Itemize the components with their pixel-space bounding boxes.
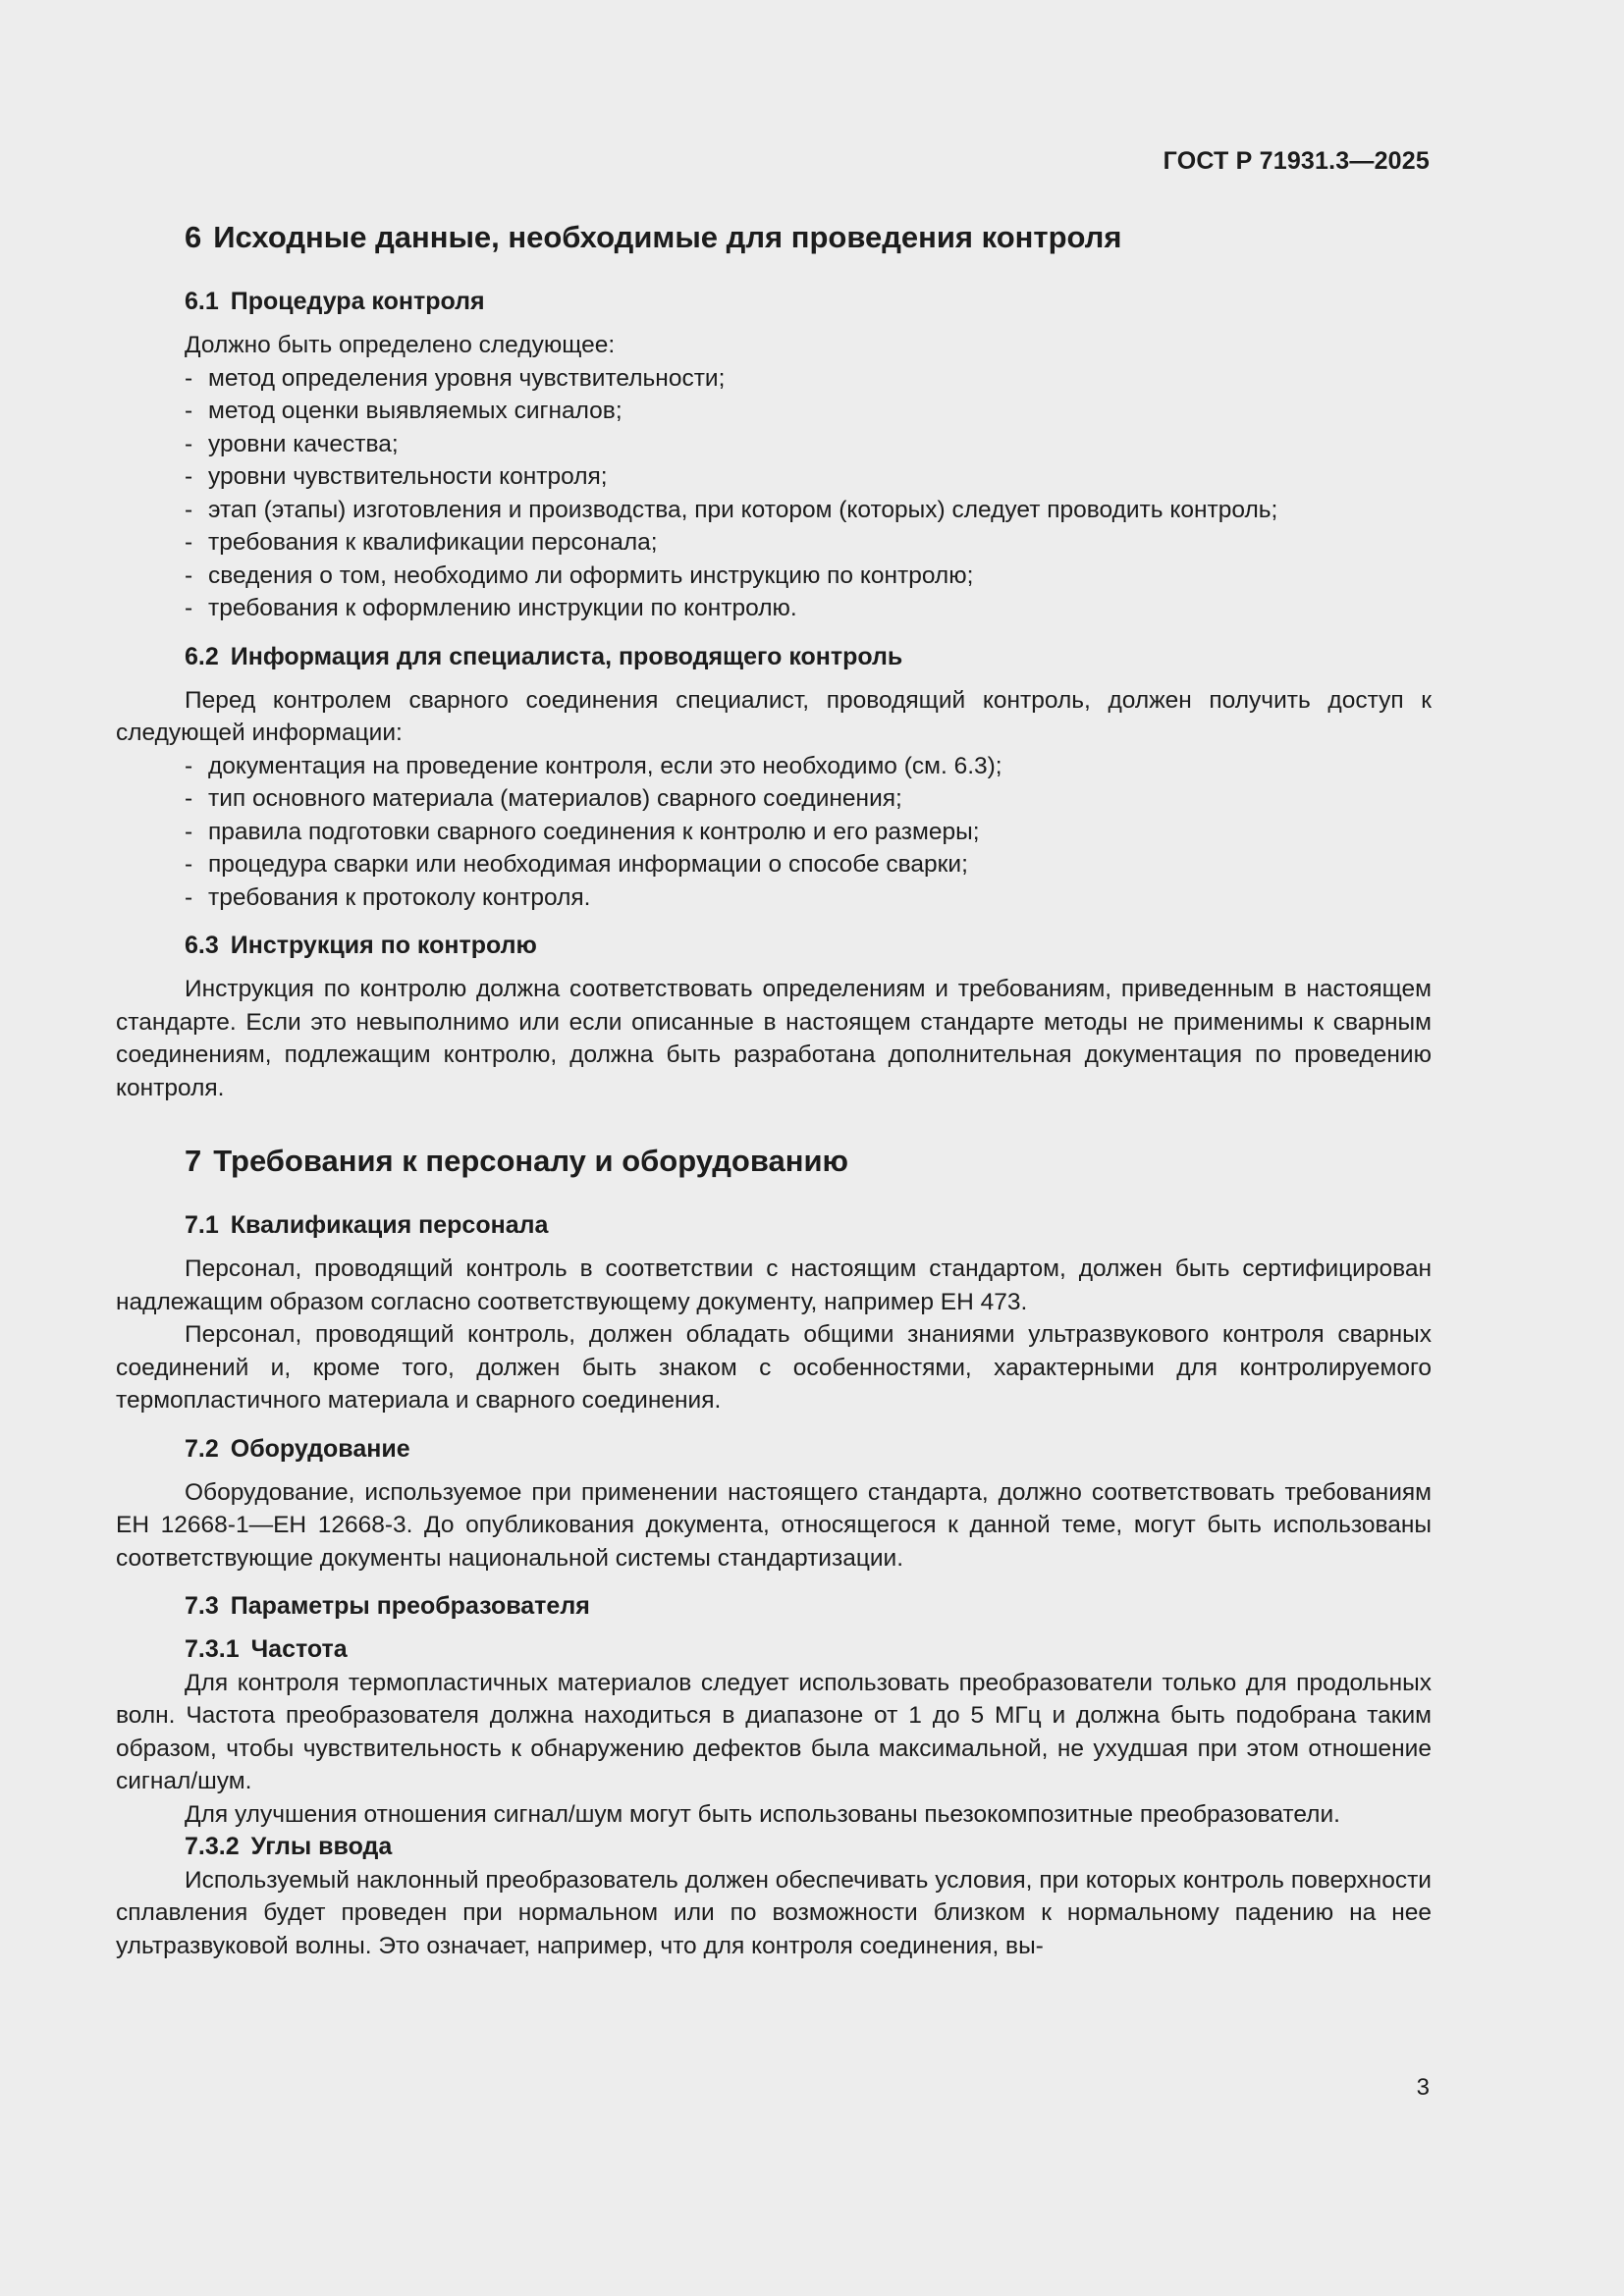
subsection-number: 7.1	[185, 1211, 219, 1239]
list-item	[185, 592, 1432, 625]
paragraph: Персонал, проводящий контроль, должен обладать общими знаниями ультразвукового контроля сварных соединений и, кроме того, должен быть знаком с особенностями, характерными для контролируемого термопластичного материала и сварного соединения.	[116, 1321, 1432, 1414]
list-item-text: уровни качества;	[208, 430, 399, 457]
list-item-text: требования к оформлению инструкции по контролю.	[208, 595, 797, 621]
subsection-6-1	[116, 285, 1432, 625]
dash-bullet: -	[185, 364, 193, 392]
subsection-title: Информация для специалиста, проводящего контроль	[230, 642, 903, 670]
subsection-7-1	[116, 1208, 1432, 1417]
subsection-number: 6.2	[185, 642, 219, 670]
dash-bullet: -	[185, 595, 193, 621]
subsection-title: Оборудование	[230, 1434, 410, 1463]
subsection-6-3	[116, 929, 1432, 1104]
subsection-6-1-heading	[116, 285, 1432, 318]
list-item-text: правила подготовки сварного соединения к контролю и его размеры;	[208, 818, 980, 845]
dash-list	[116, 362, 1432, 625]
subsection-title: Квалификация персонала	[230, 1211, 549, 1239]
list-item-text: процедура сварки или необходимая информации о способе сварки;	[208, 851, 968, 878]
list-item-text: уровни чувствительности контроля;	[208, 463, 608, 490]
section-7-heading	[116, 1142, 1432, 1181]
subsection-number: 7.2	[185, 1434, 219, 1463]
dash-bullet: -	[185, 529, 193, 556]
subsection-7-2-heading	[116, 1432, 1432, 1466]
subsection-7-3	[116, 1589, 1432, 1962]
dash-bullet: -	[185, 752, 193, 779]
list-item-text: требования к протоколу контроля.	[208, 883, 591, 911]
subsection-6-3-heading	[116, 929, 1432, 962]
paragraph: Для контроля термопластичных материалов следует использовать преобразователи только для продольных волн. Частота преобразователя должна находиться в диапазоне от 1 до 5 МГц и должна быть подобрана таким образом, чтобы чувствительность к обнаружению дефектов была максимальной, не ухудшая при этом отношение сигнал/шум.	[116, 1669, 1432, 1794]
subsection-title: Инструкция по контролю	[230, 932, 537, 959]
dash-bullet: -	[185, 496, 193, 523]
dash-bullet: -	[185, 430, 193, 457]
subsection-6-2	[116, 640, 1432, 915]
dash-bullet: -	[185, 561, 193, 589]
subsection-7-1-heading	[116, 1208, 1432, 1242]
list-item	[185, 782, 1432, 816]
subsection-7-3-1-heading	[116, 1633, 1432, 1667]
document-code: ГОСТ Р 71931.3—2025	[1163, 147, 1430, 175]
dash-bullet: -	[185, 785, 193, 812]
list-item-text: метод оценки выявляемых сигналов;	[208, 398, 623, 424]
subsection-6-2-heading	[116, 640, 1432, 673]
list-item	[185, 750, 1432, 783]
subsection-7-3-heading	[116, 1589, 1432, 1623]
dash-bullet: -	[185, 818, 193, 845]
list-item-text: метод определения уровня чувствительности;	[208, 364, 726, 392]
section-6-heading	[116, 218, 1432, 257]
subsection-7-3-2-heading	[116, 1831, 1432, 1864]
subsection-7-2	[116, 1432, 1432, 1575]
subsection-number: 6.1	[185, 288, 219, 315]
list-item-text: требования к квалификации персонала;	[208, 529, 658, 556]
list-item	[185, 881, 1432, 915]
list-item-text: этап (этапы) изготовления и производства, при котором (которых) следует проводить контроль;	[208, 496, 1278, 523]
list-item	[185, 428, 1432, 461]
subsection-number: 7.3.1	[185, 1635, 240, 1663]
list-item	[185, 526, 1432, 560]
subsection-number: 7.3	[185, 1592, 219, 1620]
dash-bullet: -	[185, 883, 193, 911]
list-item	[185, 848, 1432, 881]
section-title: Исходные данные, необходимые для проведения контроля	[213, 220, 1122, 254]
dash-bullet: -	[185, 398, 193, 424]
list-item	[185, 560, 1432, 593]
dash-bullet: -	[185, 851, 193, 878]
list-item	[185, 362, 1432, 396]
section-number: 7	[185, 1144, 202, 1178]
subsection-number: 7.3.2	[185, 1833, 240, 1860]
subsection-title: Параметры преобразователя	[230, 1592, 590, 1620]
dash-list	[116, 750, 1432, 915]
paragraph: Используемый наклонный преобразователь должен обеспечивать условия, при которых контроль поверхности сплавления будет проведен при нормальном или по возможности близком к нормальному падению на нее ультразвуковой волны. Это означает, например, что для контроля соединения, вы-	[116, 1866, 1432, 1959]
paragraph: Для улучшения отношения сигнал/шум могут быть использованы пьезокомпозитные преобразователи.	[185, 1800, 1340, 1828]
section-title: Требования к персоналу и оборудованию	[213, 1144, 848, 1178]
subsection-title: Углы ввода	[250, 1833, 393, 1860]
list-item-text: тип основного материала (материалов) сварного соединения;	[208, 785, 902, 812]
subsection-number: 6.3	[185, 932, 219, 959]
list-item	[185, 460, 1432, 494]
subsection-title: Частота	[250, 1635, 348, 1663]
list-item-text: документация на проведение контроля, если это необходимо (см. 6.3);	[208, 752, 1002, 779]
paragraph: Инструкция по контролю должна соответствовать определениям и требованиям, приведенным в настоящем стандарте. Если это невыполнимо или если описанные в настоящем стандарте методы не применимы к сварным соединениям, подлежащим контролю, должна быть разработана дополнительная документация по проведению контроля.	[116, 976, 1432, 1101]
list-item	[185, 816, 1432, 849]
paragraph: Должно быть определено следующее:	[185, 332, 616, 358]
paragraph: Персонал, проводящий контроль в соответствии с настоящим стандартом, должен быть сертифицирован надлежащим образом согласно соответствующему документу, например ЕН 473.	[116, 1255, 1432, 1315]
document-body	[116, 218, 1432, 1962]
section-number: 6	[185, 220, 202, 254]
list-item	[185, 395, 1432, 428]
page-number: 3	[1416, 2074, 1430, 2101]
list-item	[185, 494, 1432, 527]
subsection-title: Процедура контроля	[230, 288, 485, 315]
list-item-text: сведения о том, необходимо ли оформить инструкцию по контролю;	[208, 561, 974, 589]
paragraph: Перед контролем сварного соединения специалист, проводящий контроль, должен получить доступ к следующей информации:	[116, 686, 1432, 746]
dash-bullet: -	[185, 463, 193, 490]
paragraph: Оборудование, используемое при применении настоящего стандарта, должно соответствовать требованиям ЕН 12668-1—ЕН 12668-3. До опубликования документа, относящегося к данной теме, могут быть использованы соответствующие документы национальной системы стандартизации.	[116, 1478, 1432, 1572]
